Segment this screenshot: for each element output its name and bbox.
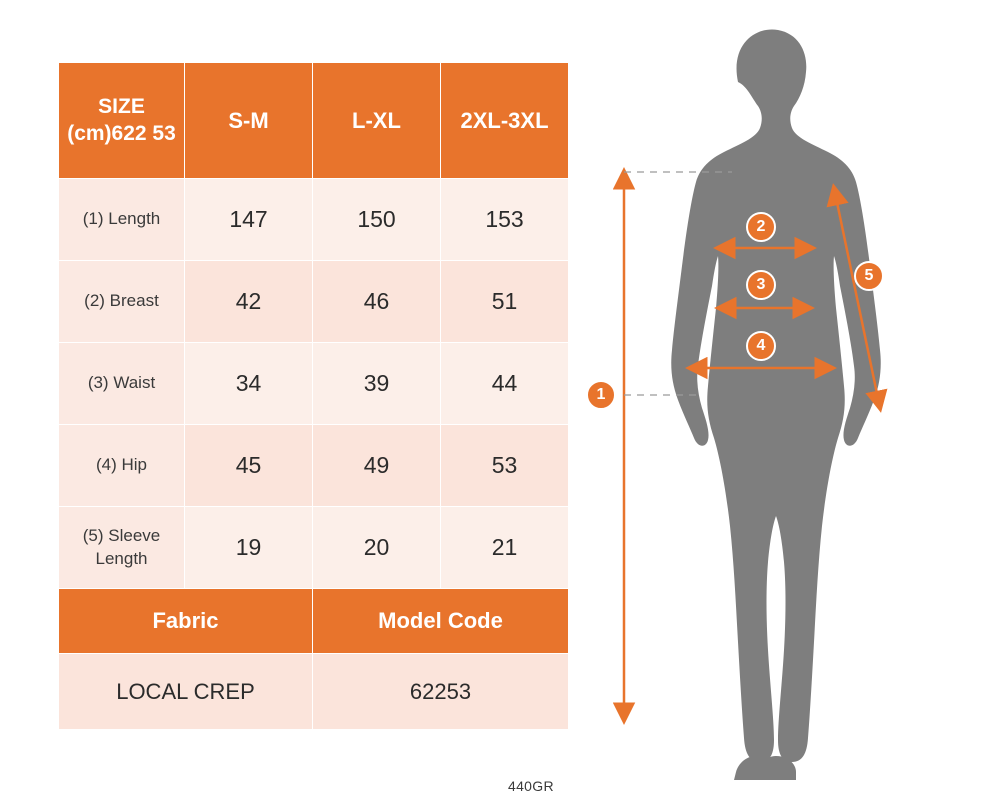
cell-length-2xl-3xl: 153 xyxy=(441,179,569,261)
cell-sleeve-s-m: 19 xyxy=(185,507,313,589)
cell-breast-2xl-3xl: 51 xyxy=(441,261,569,343)
table-footer-header-row xyxy=(59,589,569,654)
table-row xyxy=(59,261,569,343)
cell-waist-2xl-3xl: 44 xyxy=(441,343,569,425)
table-footer-value-row xyxy=(59,654,569,730)
footer-value-model-code: 62253 xyxy=(313,654,569,730)
product-code-note: 440GR xyxy=(508,778,554,794)
column-header-s-m: S-M xyxy=(185,63,313,179)
cell-hip-s-m: 45 xyxy=(185,425,313,507)
row-label-breast: (2) Breast xyxy=(59,261,185,343)
cell-length-l-xl: 150 xyxy=(313,179,441,261)
row-label-hip: (4) Hip xyxy=(59,425,185,507)
cell-sleeve-l-xl: 20 xyxy=(313,507,441,589)
cell-waist-s-m: 34 xyxy=(185,343,313,425)
row-label-sleeve-length: (5) Sleeve Length xyxy=(59,507,185,589)
footer-header-model-code: Model Code xyxy=(313,589,569,654)
row-label-waist: (3) Waist xyxy=(59,343,185,425)
column-header-size: SIZE (cm)622 53 xyxy=(59,63,185,179)
column-header-l-xl: L-XL xyxy=(313,63,441,179)
badge-5-sleeve-length: 5 xyxy=(854,261,884,291)
footer-value-fabric: LOCAL CREP xyxy=(59,654,313,730)
female-silhouette-diagram xyxy=(580,20,970,780)
cell-sleeve-2xl-3xl: 21 xyxy=(441,507,569,589)
table-row xyxy=(59,507,569,589)
badge-4-hip: 4 xyxy=(746,331,776,361)
cell-breast-l-xl: 46 xyxy=(313,261,441,343)
row-label-length: (1) Length xyxy=(59,179,185,261)
table-row xyxy=(59,425,569,507)
badge-3-waist: 3 xyxy=(746,270,776,300)
table-row xyxy=(59,343,569,425)
cell-waist-l-xl: 39 xyxy=(313,343,441,425)
cell-length-s-m: 147 xyxy=(185,179,313,261)
cell-hip-l-xl: 49 xyxy=(313,425,441,507)
measurement-figure-panel xyxy=(580,20,970,780)
size-chart-table xyxy=(58,62,569,730)
column-header-2xl-3xl: 2XL-3XL xyxy=(441,63,569,179)
table-header-row xyxy=(59,63,569,179)
table-row xyxy=(59,179,569,261)
badge-2-breast: 2 xyxy=(746,212,776,242)
silhouette-body xyxy=(671,29,881,780)
footer-header-fabric: Fabric xyxy=(59,589,313,654)
cell-hip-2xl-3xl: 53 xyxy=(441,425,569,507)
cell-breast-s-m: 42 xyxy=(185,261,313,343)
badge-1-length: 1 xyxy=(586,380,616,410)
